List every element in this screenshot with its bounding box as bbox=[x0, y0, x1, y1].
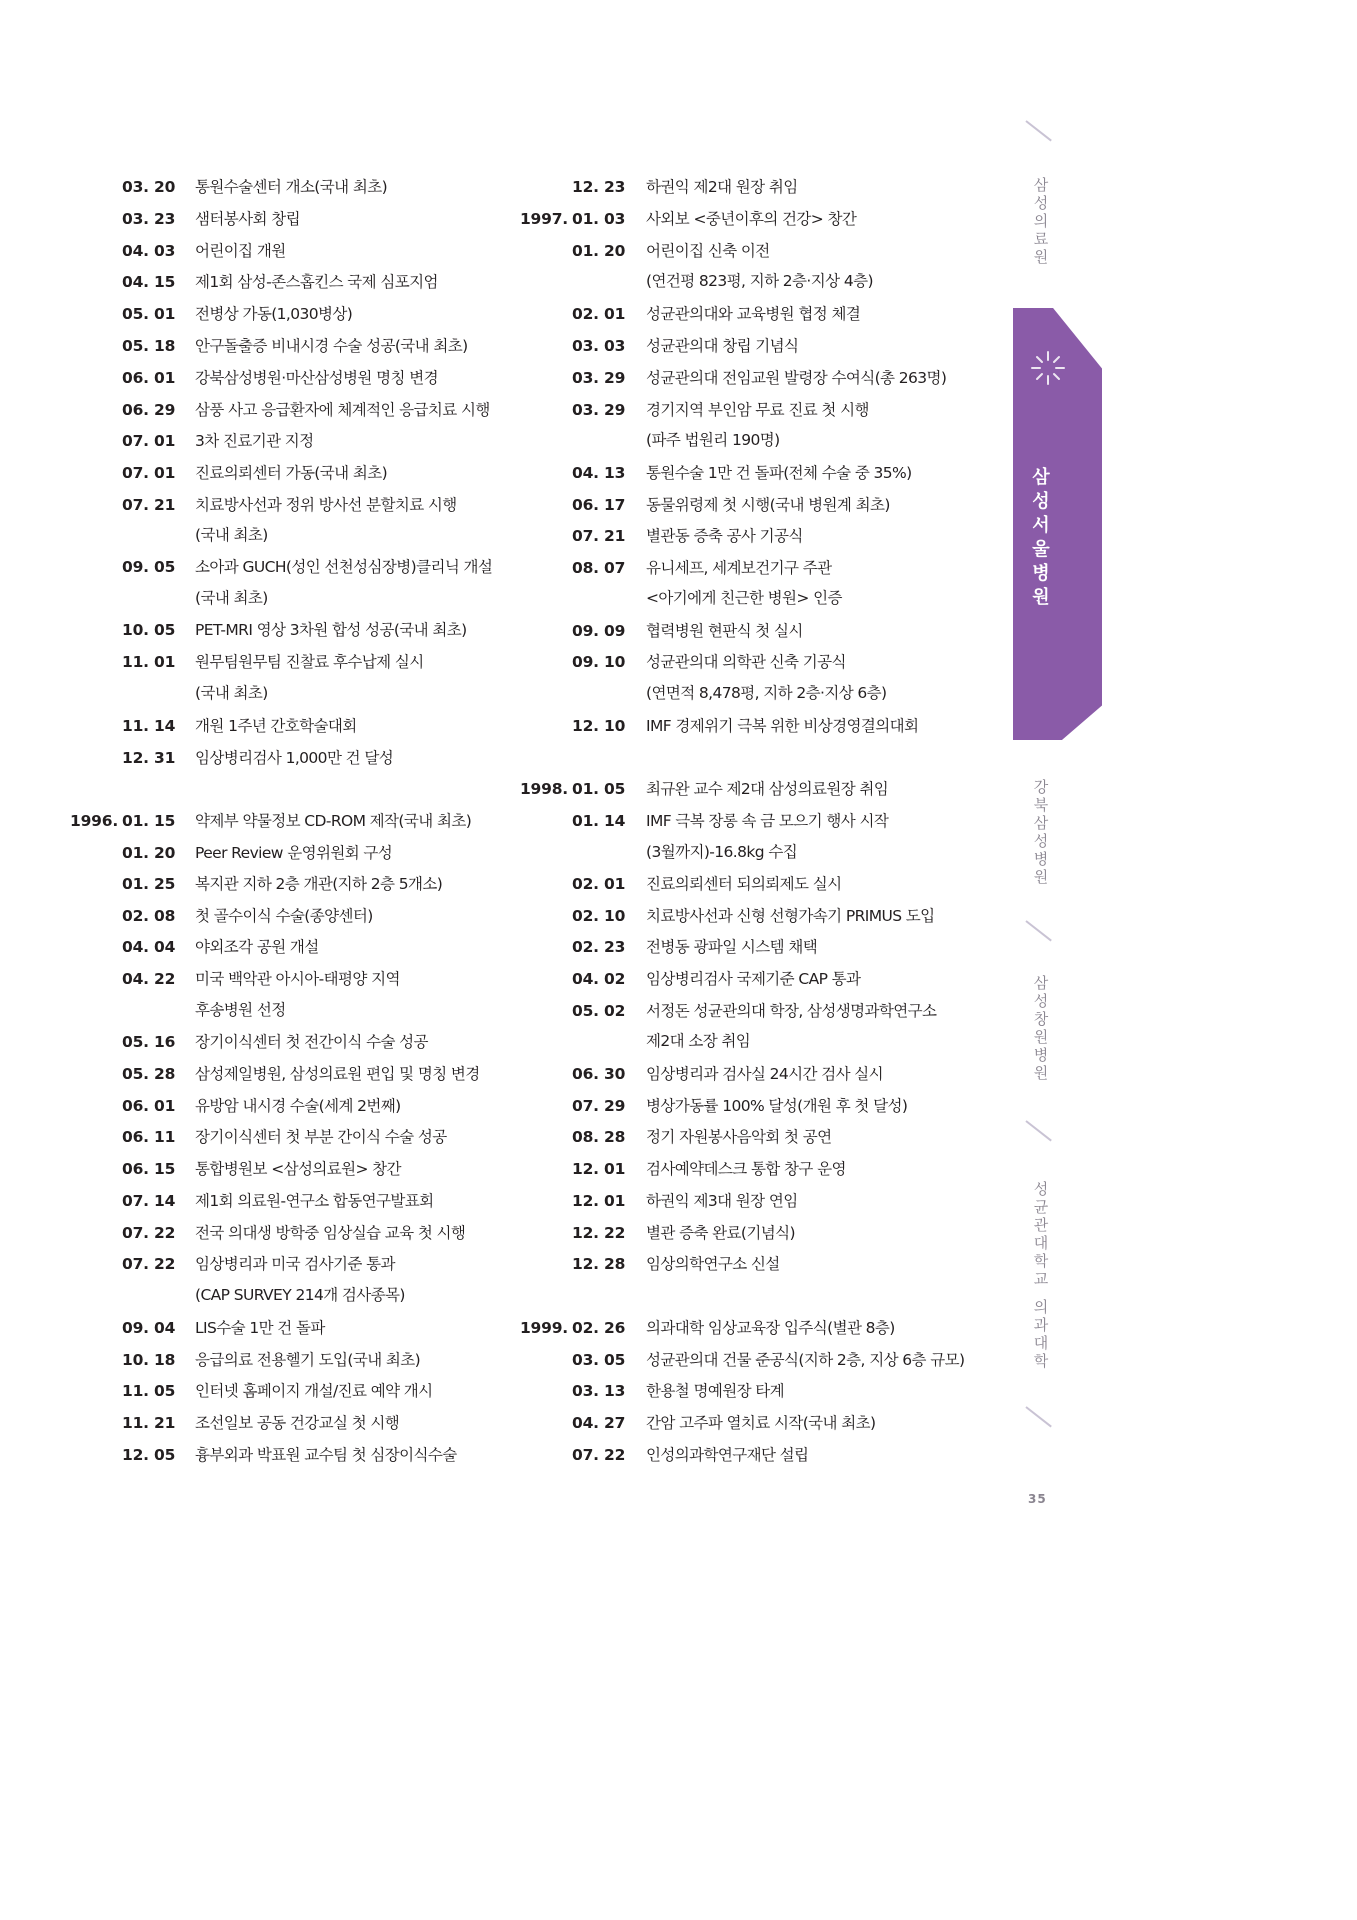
entry-date: 04. 03 bbox=[122, 242, 176, 260]
entry-text: 제1회 의료원-연구소 합동연구발표회 bbox=[195, 1192, 434, 1210]
entry-text: 통합병원보 <삼성의료원> 창간 bbox=[195, 1160, 401, 1178]
entry-date: 01. 03 bbox=[572, 210, 626, 228]
entry-text: 하권익 제2대 원장 취임 bbox=[646, 178, 798, 196]
entry-date: 07. 29 bbox=[572, 1097, 626, 1115]
entry-date: 12. 31 bbox=[122, 749, 176, 767]
entry-date: 09. 05 bbox=[122, 558, 176, 576]
entry-date: 12. 10 bbox=[572, 717, 626, 735]
entry-text: 샘터봉사회 창립 bbox=[195, 210, 300, 228]
entry-text: 3차 진료기관 지정 bbox=[195, 432, 314, 450]
entry-date: 12. 01 bbox=[572, 1192, 626, 1210]
entry-text: IMF 경제위기 극복 위한 비상경영결의대회 bbox=[646, 717, 919, 735]
side-tab-kangbuk-samsung-hospital[interactable]: 강 북 삼 성 병 원 bbox=[1033, 778, 1049, 886]
entry-text: 복지관 지하 2층 개관(지하 2층 5개소) bbox=[195, 875, 443, 893]
timeline-entry bbox=[0, 1249, 1000, 1279]
entry-date: 11. 21 bbox=[122, 1414, 176, 1432]
entry-date: 06. 17 bbox=[572, 496, 626, 514]
entry-date: 07. 22 bbox=[572, 1446, 626, 1464]
timeline-entry bbox=[0, 932, 1000, 962]
timeline-entry bbox=[0, 299, 1000, 329]
entry-text: 협력병원 현판식 첫 실시 bbox=[646, 622, 803, 640]
entry-date: 04. 02 bbox=[572, 970, 626, 988]
entry-date: 06. 01 bbox=[122, 369, 176, 387]
entry-text: 첫 골수이식 수술(종양센터) bbox=[195, 907, 373, 925]
entry-text: 약제부 약물정보 CD-ROM 제작(국내 최초) bbox=[195, 812, 472, 830]
entry-date: 06. 11 bbox=[122, 1128, 176, 1146]
entry-text: PET-MRI 영상 3차원 합성 성공(국내 최초) bbox=[195, 621, 467, 639]
entry-text: 소아과 GUCH(성인 선천성심장병)클리닉 개설 bbox=[195, 558, 493, 576]
entry-date: 10. 05 bbox=[122, 621, 176, 639]
timeline-entry bbox=[0, 1186, 1000, 1216]
entry-text: 장기이식센터 첫 부분 간이식 수술 성공 bbox=[195, 1128, 447, 1146]
entry-text: <아기에게 친근한 병원> 인증 bbox=[646, 589, 842, 607]
timeline-entry bbox=[0, 1280, 1000, 1310]
entry-date: 02. 10 bbox=[572, 907, 626, 925]
sunburst-icon bbox=[1030, 350, 1066, 386]
entry-date: 05. 28 bbox=[122, 1065, 176, 1083]
entry-date: 05. 16 bbox=[122, 1033, 176, 1051]
entry-date: 10. 18 bbox=[122, 1351, 176, 1369]
entry-text: (연건평 823평, 지하 2층·지상 4층) bbox=[646, 272, 873, 290]
entry-date: 01. 20 bbox=[572, 242, 626, 260]
timeline-entry bbox=[0, 1026, 1000, 1056]
entry-text: 통원수술센터 개소(국내 최초) bbox=[195, 178, 388, 196]
entry-date: 11. 05 bbox=[122, 1382, 176, 1400]
entry-text: 전병상 가동(1,030병상) bbox=[195, 305, 353, 323]
entry-date: 06. 01 bbox=[122, 1097, 176, 1115]
entry-date: 03. 05 bbox=[572, 1351, 626, 1369]
entry-date: 02. 23 bbox=[572, 938, 626, 956]
timeline-entry bbox=[0, 521, 1000, 551]
entry-year: 1996. bbox=[70, 812, 119, 830]
entry-text: 진료의뢰센터 되의뢰제도 실시 bbox=[646, 875, 842, 893]
entry-text: 임상의학연구소 신설 bbox=[646, 1255, 780, 1273]
timeline-entry bbox=[0, 711, 1000, 741]
entry-date: 05. 02 bbox=[572, 1002, 626, 1020]
divider-slash bbox=[1025, 1120, 1051, 1141]
entry-text: 검사예약데스크 통합 창구 운영 bbox=[646, 1160, 846, 1178]
entry-date: 03. 13 bbox=[572, 1382, 626, 1400]
timeline-entry bbox=[0, 743, 1000, 773]
timeline-entry bbox=[0, 583, 1000, 613]
entry-date: 07. 21 bbox=[122, 496, 176, 514]
entry-date: 05. 18 bbox=[122, 337, 176, 355]
entry-text: 인터넷 홈페이지 개설/진료 예약 개시 bbox=[195, 1382, 433, 1400]
timeline-entry bbox=[0, 331, 1000, 361]
entry-text: 유니세프, 세계보건기구 주관 bbox=[646, 559, 832, 577]
entry-text: 미국 백악관 아시아-태평양 지역 bbox=[195, 970, 400, 988]
entry-text: 성균관의대와 교육병원 협정 체결 bbox=[646, 305, 861, 323]
entry-date: 01. 05 bbox=[572, 780, 626, 798]
entry-date: 08. 07 bbox=[572, 559, 626, 577]
timeline-entry bbox=[0, 901, 1000, 931]
divider-slash bbox=[1025, 1406, 1051, 1427]
entry-date: 12. 01 bbox=[572, 1160, 626, 1178]
entry-text: 진료의뢰센터 가동(국내 최초) bbox=[195, 464, 388, 482]
entry-text: 삼풍 사고 응급환자에 체계적인 응급치료 시행 bbox=[195, 401, 490, 419]
entry-text: 어린이집 개원 bbox=[195, 242, 286, 260]
entry-text: 인성의과학연구재단 설립 bbox=[646, 1446, 809, 1464]
entry-text: 임상병리과 검사실 24시간 검사 실시 bbox=[646, 1065, 884, 1083]
entry-text: 유방암 내시경 수술(세계 2번째) bbox=[195, 1097, 401, 1115]
entry-date: 01. 14 bbox=[572, 812, 626, 830]
entry-date: 09. 10 bbox=[572, 653, 626, 671]
timeline-entry bbox=[0, 1313, 1000, 1343]
entry-text: 하권익 제3대 원장 연임 bbox=[646, 1192, 798, 1210]
entry-text: 후송병원 선정 bbox=[195, 1001, 286, 1019]
timeline-entry bbox=[0, 774, 1000, 804]
entry-text: 개원 1주년 간호학술대회 bbox=[195, 717, 357, 735]
entry-text: 조선일보 공동 건강교실 첫 시행 bbox=[195, 1414, 400, 1432]
entry-text: (연면적 8,478평, 지하 2층·지상 6층) bbox=[646, 684, 887, 702]
entry-text: (국내 최초) bbox=[195, 526, 268, 544]
entry-text: 임상병리검사 1,000만 건 달성 bbox=[195, 749, 394, 767]
timeline-entry bbox=[0, 806, 1000, 836]
timeline-entry bbox=[0, 266, 1000, 296]
entry-date: 11. 01 bbox=[122, 653, 176, 671]
entry-text: 간암 고주파 열치료 시작(국내 최초) bbox=[646, 1414, 876, 1432]
timeline-entry bbox=[0, 869, 1000, 899]
entry-text: 어린이집 신축 이전 bbox=[646, 242, 770, 260]
timeline-entry bbox=[0, 458, 1000, 488]
timeline-entry bbox=[0, 996, 1000, 1026]
entry-date: 01. 25 bbox=[122, 875, 176, 893]
timeline-entry bbox=[0, 172, 1000, 202]
entry-date: 12. 22 bbox=[572, 1224, 626, 1242]
page-number: 35 bbox=[1028, 1492, 1047, 1506]
entry-date: 06. 30 bbox=[572, 1065, 626, 1083]
entry-date: 04. 04 bbox=[122, 938, 176, 956]
side-tab-samsung-seoul-hospital[interactable]: 삼 성 서 울 병 원 bbox=[1032, 467, 1050, 608]
entry-text: 서정돈 성균관의대 학장, 삼성생명과학연구소 bbox=[646, 1002, 937, 1020]
timeline-entry bbox=[0, 1376, 1000, 1406]
entry-date: 05. 01 bbox=[122, 305, 176, 323]
timeline-entry bbox=[0, 1122, 1000, 1152]
entry-date: 04. 27 bbox=[572, 1414, 626, 1432]
entry-text: 성균관의대 창립 기념식 bbox=[646, 337, 799, 355]
entry-date: 12. 23 bbox=[572, 178, 626, 196]
entry-text: 통원수술 1만 건 돌파(전체 수술 중 35%) bbox=[646, 464, 912, 482]
entry-text: 병상가동률 100% 달성(개원 후 첫 달성) bbox=[646, 1097, 908, 1115]
timeline-entry bbox=[0, 1345, 1000, 1375]
timeline-entry bbox=[0, 678, 1000, 708]
entry-date: 07. 21 bbox=[572, 527, 626, 545]
divider-slash bbox=[1025, 920, 1051, 941]
entry-text: 의과대학 임상교육장 입주식(별관 8층) bbox=[646, 1319, 895, 1337]
entry-text: (3월까지)-16.8kg 수집 bbox=[646, 843, 798, 861]
entry-text: 사외보 <중년이후의 건강> 창간 bbox=[646, 210, 857, 228]
entry-text: 강북삼성병원·마산삼성병원 명칭 변경 bbox=[195, 369, 438, 387]
timeline-entry bbox=[0, 964, 1000, 994]
entry-date: 02. 01 bbox=[572, 305, 626, 323]
timeline-entry bbox=[0, 1154, 1000, 1184]
entry-date: 07. 01 bbox=[122, 464, 176, 482]
entry-text: IMF 극복 장롱 속 금 모으기 행사 시작 bbox=[646, 812, 889, 830]
entry-text: Peer Review 운영위원회 구성 bbox=[195, 844, 393, 862]
entry-date: 02. 26 bbox=[572, 1319, 626, 1337]
timeline-entry bbox=[0, 1059, 1000, 1089]
entry-text: 동물위령제 첫 시행(국내 병원계 최초) bbox=[646, 496, 890, 514]
entry-year: 1998. bbox=[519, 780, 568, 798]
entry-date: 07. 14 bbox=[122, 1192, 176, 1210]
entry-date: 04. 22 bbox=[122, 970, 176, 988]
entry-text: 전국 의대생 방학중 임상실습 교육 첫 시행 bbox=[195, 1224, 466, 1242]
timeline-entry bbox=[0, 616, 1000, 646]
entry-text: (파주 법원리 190명) bbox=[646, 431, 780, 449]
timeline-entry bbox=[0, 395, 1000, 425]
timeline-entry bbox=[0, 837, 1000, 867]
entry-date: 03. 23 bbox=[122, 210, 176, 228]
entry-text: 임상병리검사 국제기준 CAP 통과 bbox=[646, 970, 861, 988]
entry-text: 정기 자원봉사음악회 첫 공연 bbox=[646, 1128, 832, 1146]
entry-text: 성균관의대 의학관 신축 기공식 bbox=[646, 653, 846, 671]
entry-text: 장기이식센터 첫 전간이식 수술 성공 bbox=[195, 1033, 428, 1051]
entry-text: 성균관의대 전임교원 발령장 수여식(총 263명) bbox=[646, 369, 947, 387]
timeline-entry bbox=[0, 490, 1000, 520]
entry-date: 08. 28 bbox=[572, 1128, 626, 1146]
entry-text: 한용철 명예원장 타계 bbox=[646, 1382, 785, 1400]
entry-date: 09. 04 bbox=[122, 1319, 176, 1337]
entry-year: 1997. bbox=[519, 210, 568, 228]
timeline-entry bbox=[0, 236, 1000, 266]
timeline-entry bbox=[0, 363, 1000, 393]
entry-date: 11. 14 bbox=[122, 717, 176, 735]
entry-date: 03. 29 bbox=[572, 401, 626, 419]
timeline-entry bbox=[0, 1218, 1000, 1248]
entry-text: 야외조각 공원 개설 bbox=[195, 938, 319, 956]
timeline-entry bbox=[0, 647, 1000, 677]
entry-text: LIS수술 1만 건 돌파 bbox=[195, 1319, 325, 1337]
entry-date: 12. 05 bbox=[122, 1446, 176, 1464]
entry-date: 02. 01 bbox=[572, 875, 626, 893]
timeline-entry bbox=[0, 553, 1000, 583]
entry-date: 01. 15 bbox=[122, 812, 176, 830]
entry-text: 제2대 소장 취임 bbox=[646, 1032, 751, 1050]
entry-text: 임상병리과 미국 검사기준 통과 bbox=[195, 1255, 395, 1273]
timeline-entry bbox=[0, 1408, 1000, 1438]
timeline-entry bbox=[0, 1440, 1000, 1470]
entry-date: 03. 20 bbox=[122, 178, 176, 196]
entry-date: 02. 08 bbox=[122, 907, 176, 925]
entry-date: 04. 13 bbox=[572, 464, 626, 482]
entry-date: 03. 29 bbox=[572, 369, 626, 387]
side-tab-samsung-changwon-hospital[interactable]: 삼 성 창 원 병 원 bbox=[1033, 974, 1049, 1082]
side-tab-skku-medical-school[interactable]: 성 균 관 대 학 교 의 과 대 학 bbox=[1033, 1180, 1049, 1370]
entry-text: 응급의료 전용헬기 도입(국내 최초) bbox=[195, 1351, 421, 1369]
entry-text: (CAP SURVEY 214개 검사종목) bbox=[195, 1286, 405, 1304]
entry-date: 01. 20 bbox=[122, 844, 176, 862]
entry-text: 경기지역 부인암 무료 진료 첫 시행 bbox=[646, 401, 869, 419]
divider-slash bbox=[1025, 120, 1051, 141]
entry-text: (국내 최초) bbox=[195, 589, 268, 607]
entry-text: 삼성제일병원, 삼성의료원 편입 및 명칭 변경 bbox=[195, 1065, 480, 1083]
entry-text: 원무팀원무팀 진찰료 후수납제 실시 bbox=[195, 653, 424, 671]
entry-text: 치료방사선과 정위 방사선 분할치료 시행 bbox=[195, 496, 457, 514]
entry-date: 06. 15 bbox=[122, 1160, 176, 1178]
entry-date: 07. 22 bbox=[122, 1224, 176, 1242]
entry-text: 제1회 삼성-존스홉킨스 국제 심포지엄 bbox=[195, 273, 438, 291]
entry-date: 03. 03 bbox=[572, 337, 626, 355]
entry-date: 09. 09 bbox=[572, 622, 626, 640]
timeline-entry bbox=[0, 425, 1000, 455]
entry-text: 흉부외과 박표원 교수팀 첫 심장이식수술 bbox=[195, 1446, 457, 1464]
timeline-entry bbox=[0, 204, 1000, 234]
entry-text: 최규완 교수 제2대 삼성의료원장 취임 bbox=[646, 780, 889, 798]
entry-text: 별관동 증축 공사 기공식 bbox=[646, 527, 803, 545]
entry-date: 12. 28 bbox=[572, 1255, 626, 1273]
entry-text: 안구돌출증 비내시경 수술 성공(국내 최초) bbox=[195, 337, 468, 355]
entry-text: 별관 증축 완료(기념식) bbox=[646, 1224, 795, 1242]
entry-text: 치료방사선과 신형 선형가속기 PRIMUS 도입 bbox=[646, 907, 935, 925]
entry-text: 성균관의대 건물 준공식(지하 2층, 지상 6층 규모) bbox=[646, 1351, 965, 1369]
side-tab-samsung-medical-center[interactable]: 삼 성 의 료 원 bbox=[1033, 176, 1049, 266]
entry-year: 1999. bbox=[519, 1319, 568, 1337]
entry-date: 06. 29 bbox=[122, 401, 176, 419]
entry-date: 07. 01 bbox=[122, 432, 176, 450]
timeline-entry bbox=[0, 1091, 1000, 1121]
entry-text: (국내 최초) bbox=[195, 684, 268, 702]
entry-date: 07. 22 bbox=[122, 1255, 176, 1273]
entry-text: 전병동 광파일 시스템 채택 bbox=[646, 938, 818, 956]
entry-date: 04. 15 bbox=[122, 273, 176, 291]
